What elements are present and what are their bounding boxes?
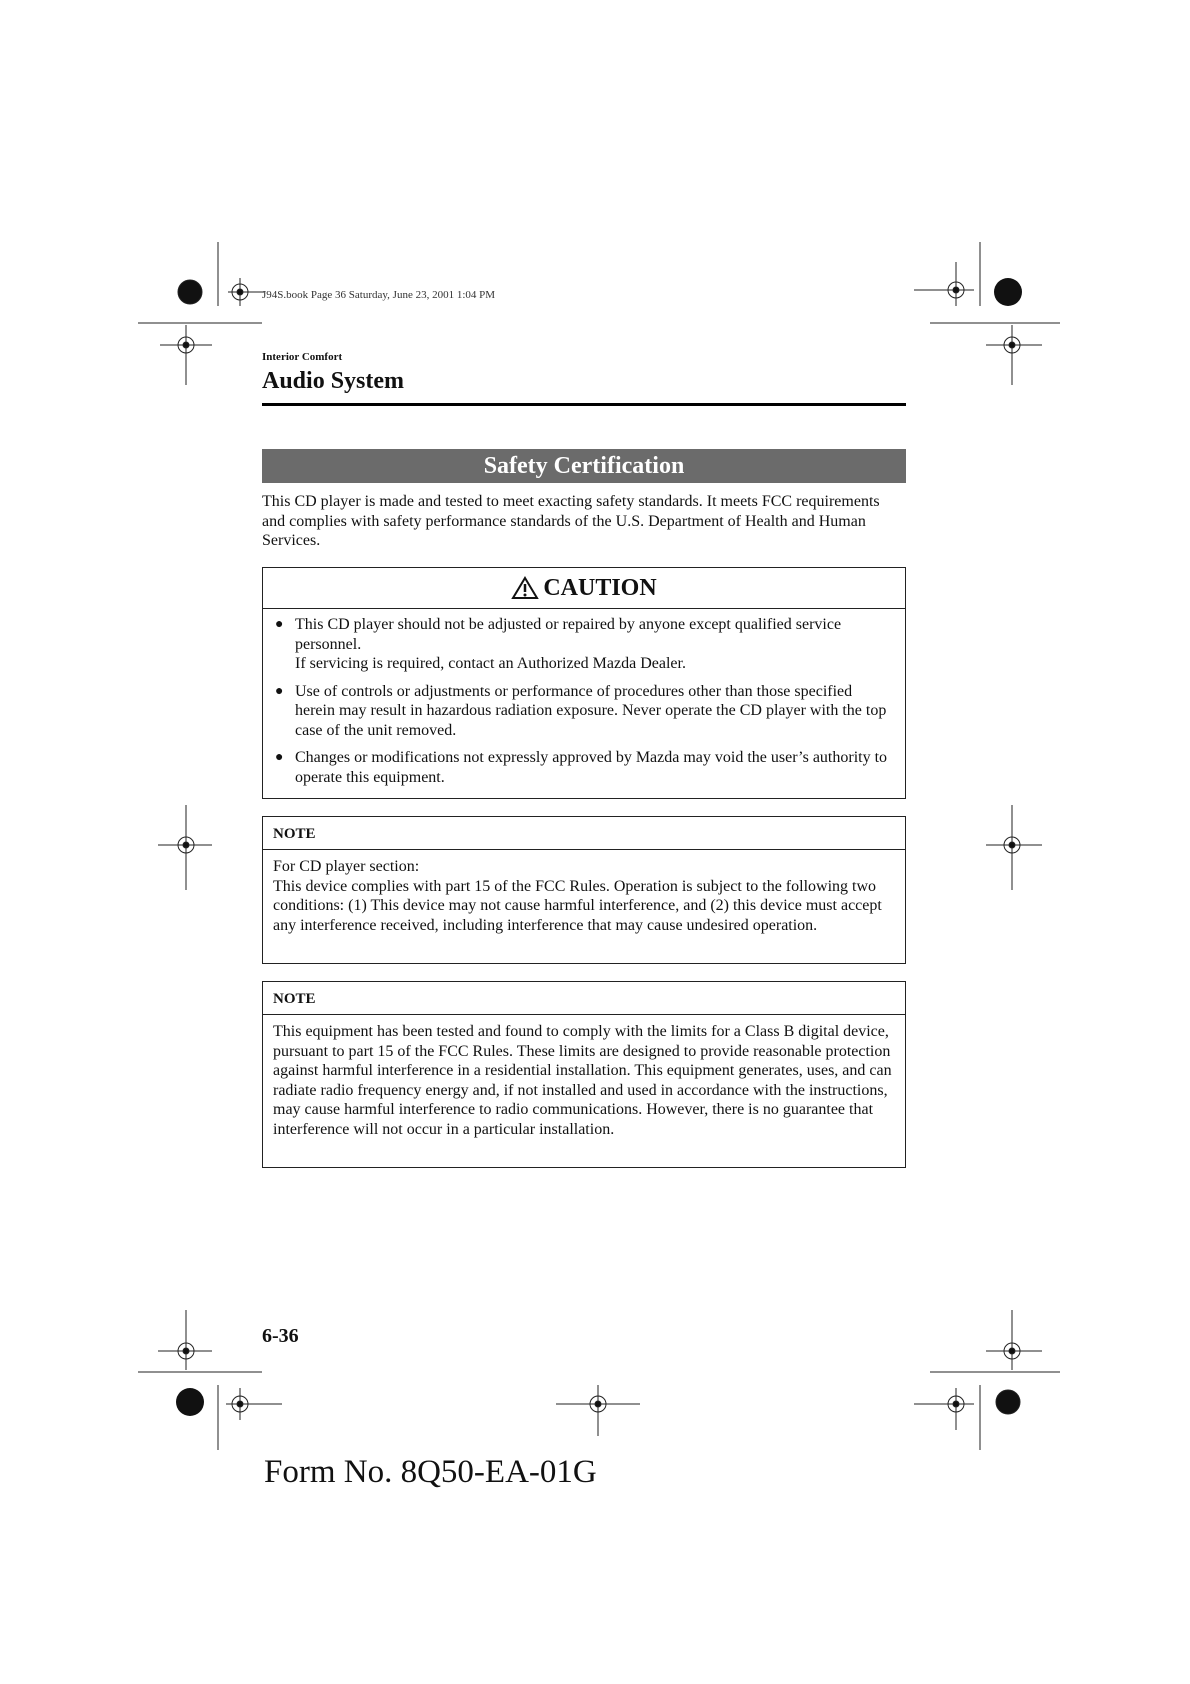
bullet-icon: ● — [275, 750, 284, 765]
section-label: Interior Comfort — [262, 351, 343, 363]
caution-item-text: Changes or modifications not expressly approved by Mazda may void the user’s authority to operate this equipment. — [295, 749, 888, 786]
note-text: This device complies with part 15 of the FCC Rules. Operation is subject to the following two conditions: (1) This device may not cause harmful interference, and (2) this device must accept any interference received, including interference that may cause undesired operation. — [273, 877, 882, 934]
caution-item-text: This CD player should not be adjusted or repaired by anyone except qualified service personnel. — [295, 616, 842, 653]
caution-box — [262, 567, 906, 799]
caution-item — [273, 748, 893, 787]
note-text: This equipment has been tested and found to comply with the limits for a Class B digital device, pursuant to part 15 of the FCC Rules. These limits are designed to provide reasonable protection against harmful interference in a residential installation. This equipment generates, uses, and can radiate radio frequency energy and, if not installed and used in accordance with the instructions, may cause harmful interference to radio communications. However, there is no guarantee that interference will not occur in a particular installation. — [273, 1023, 892, 1138]
safety-banner: Safety Certification — [262, 449, 906, 483]
bullet-icon: ● — [275, 683, 284, 699]
title-rule — [262, 403, 906, 406]
caution-header — [263, 568, 905, 609]
form-number: Form No. 8Q50-EA-01G — [264, 1454, 597, 1490]
note-box-cd — [262, 816, 906, 964]
caution-list — [263, 609, 905, 787]
caution-title: CAUTION — [543, 575, 657, 601]
section-title: Audio System — [262, 368, 405, 394]
note-box-fcc — [262, 981, 906, 1168]
bullet-icon: ● — [275, 617, 284, 632]
page-number: 6-36 — [262, 1325, 299, 1347]
file-info: J94S.book Page 36 Saturday, June 23, 2001 1:04 PM — [262, 289, 496, 301]
caution-item-text-2: If servicing is required, contact an Authorized Mazda Dealer. — [295, 655, 686, 672]
note-title: NOTE — [263, 817, 905, 850]
caution-item — [273, 682, 893, 741]
warning-triangle-icon — [511, 576, 539, 600]
intro-paragraph: This CD player is made and tested to meet exacting safety standards. It meets FCC requirements and complies with safety performance standards of the U.S. Department of Health and Human Services. — [262, 493, 880, 549]
note-body — [263, 850, 905, 935]
caution-item — [273, 615, 893, 674]
note-line: For CD player section: — [273, 858, 420, 875]
caution-item-text: Use of controls or adjustments or performance of procedures other than those specified herein may result in hazardous radiation exposure. Never operate the CD player with the top case of the unit removed. — [295, 682, 887, 739]
note-title: NOTE — [263, 982, 905, 1015]
